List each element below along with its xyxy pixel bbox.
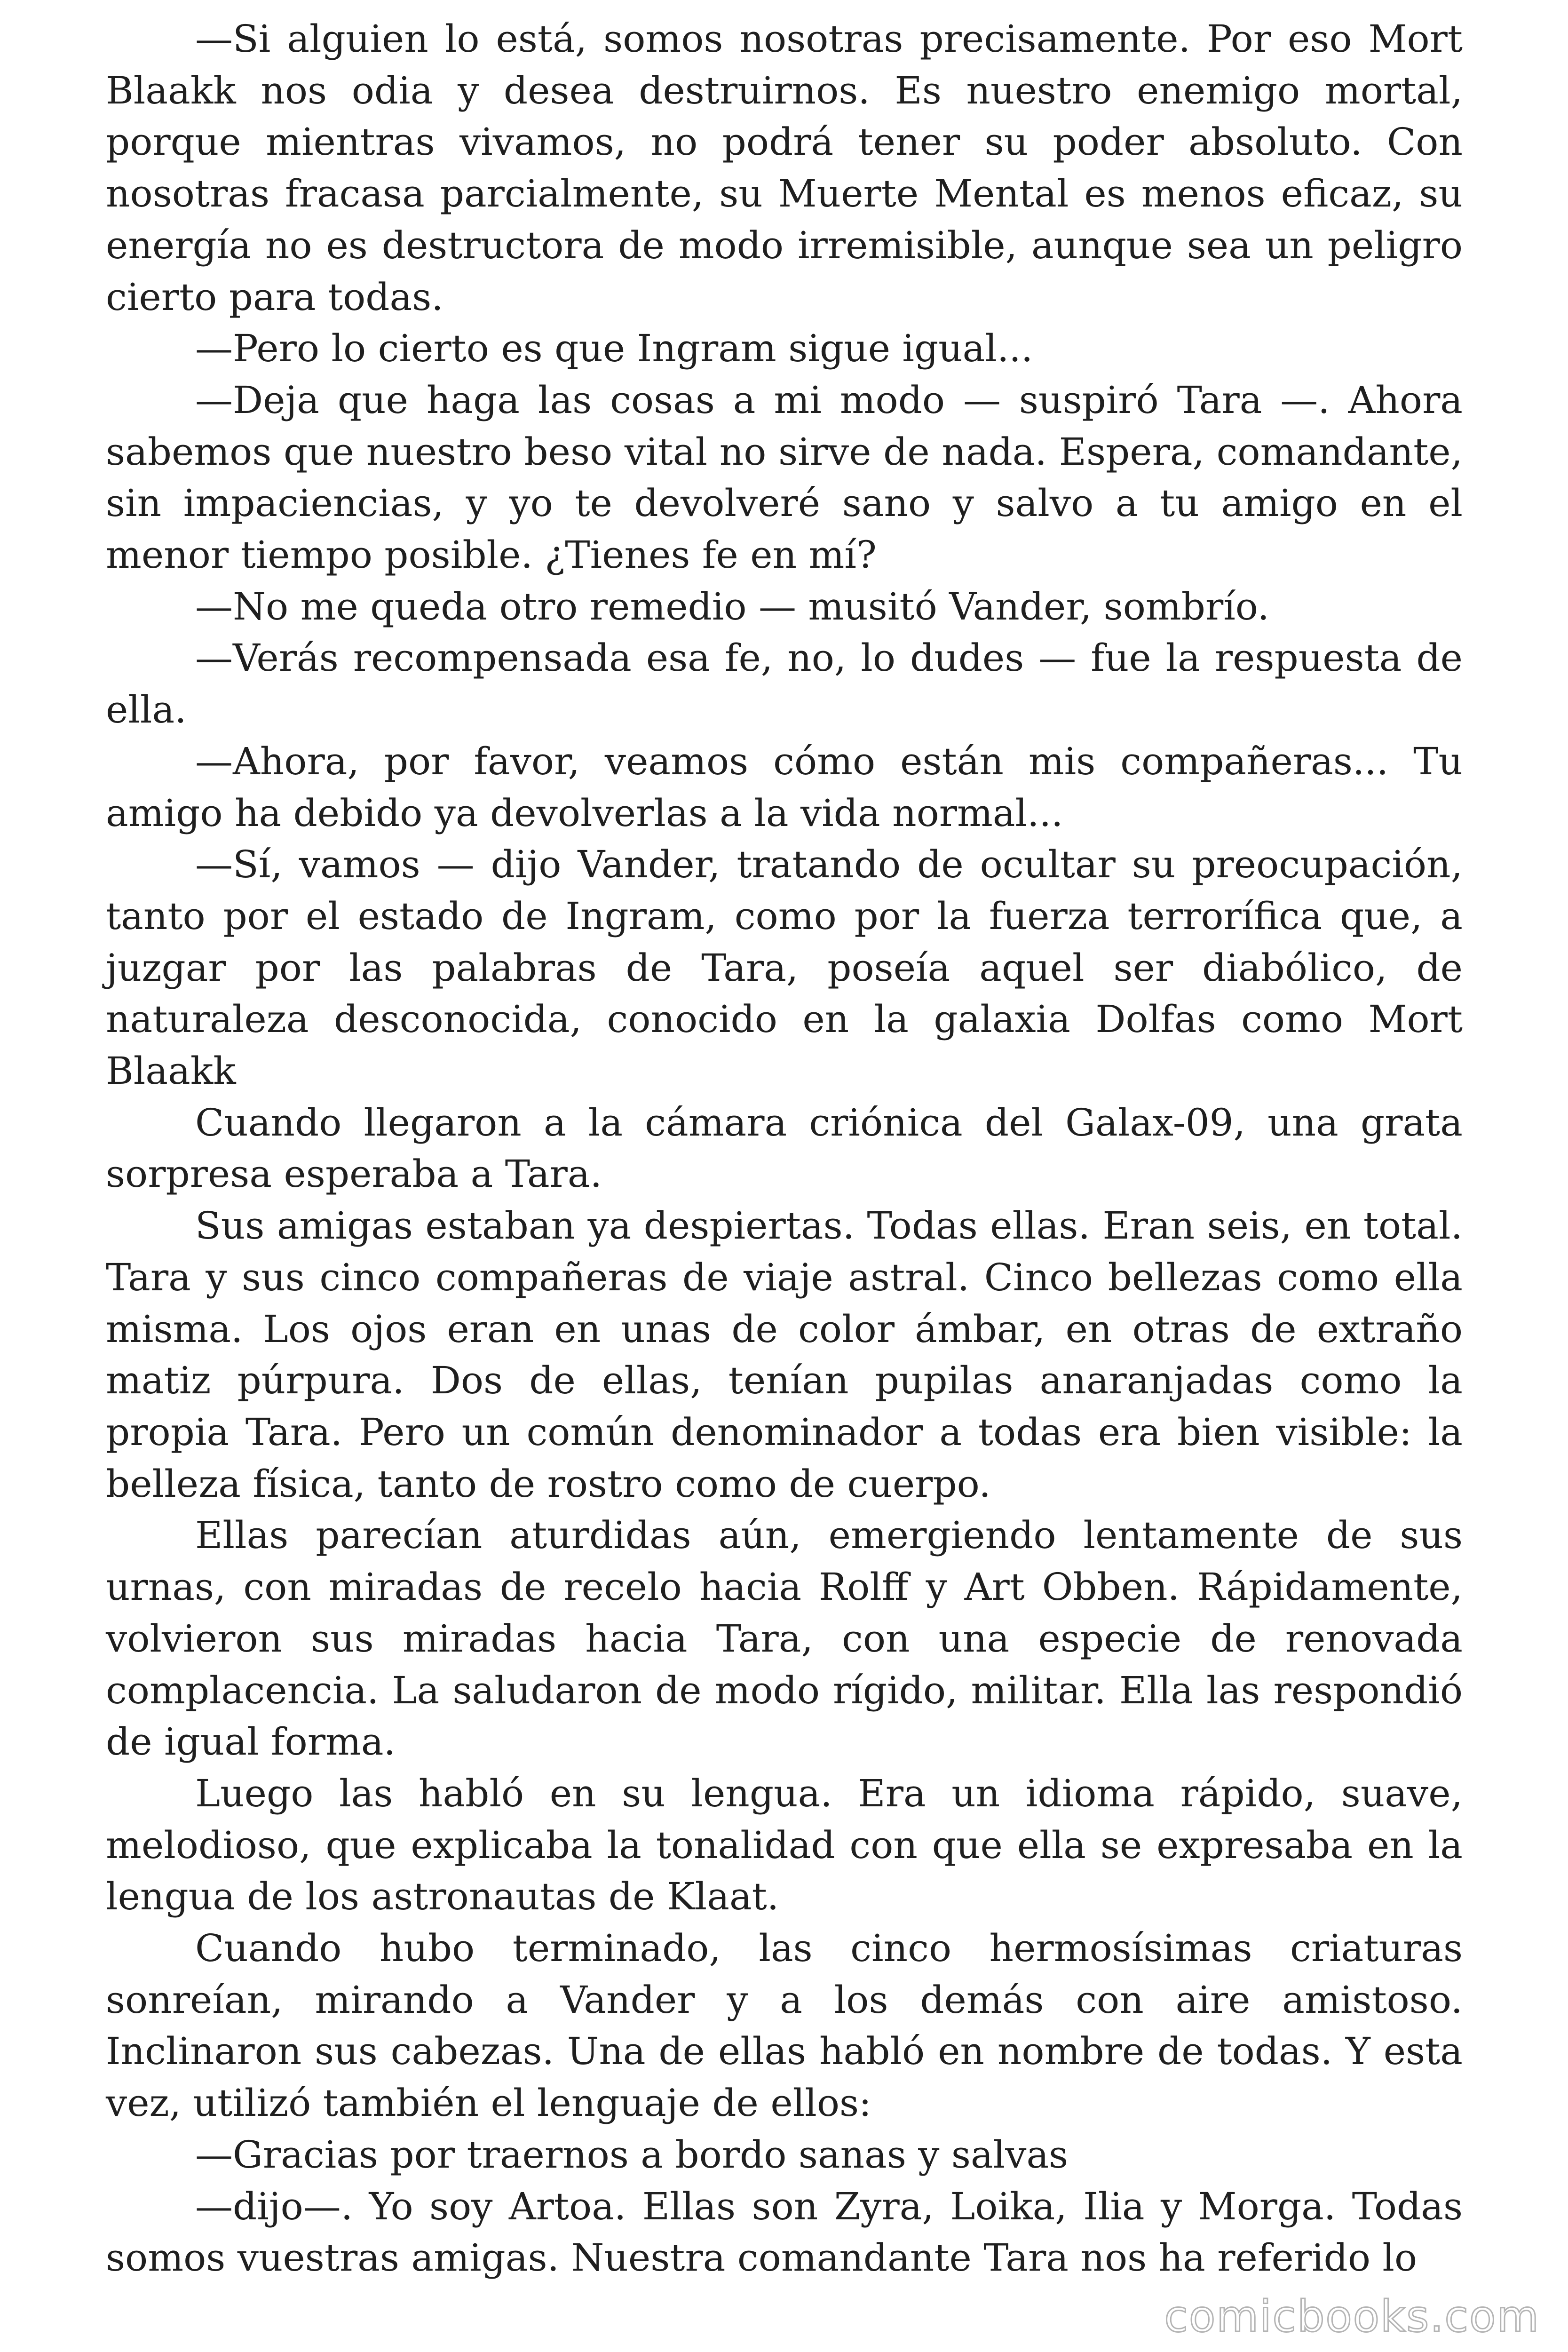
paragraph: —Pero lo cierto es que Ingram sigue igual... bbox=[195, 326, 1033, 371]
paragraph: —Verás recompensada esa fe, no, lo dudes — fue la respuesta de ella. bbox=[106, 636, 1463, 732]
paragraph: —Sí, vamos — dijo Vander, tratando de ocultar su preocupación, tanto por el estado de Ingram, como por la fuerza terrorífica que, a juzgar por las palabras de Tara, poseía aquel ser diabólico, de naturaleza desconocida, conocido en la galaxia Dolfas como Mort Blaakk bbox=[106, 842, 1463, 1093]
paragraph: —Ahora, por favor, veamos cómo están mis compañeras... Tu amigo ha debido ya devolverlas a la vida normal... bbox=[106, 739, 1463, 835]
paragraph: —Si alguien lo está, somos nosotras precisamente. Por eso Mort Blaakk nos odia y desea destruirnos. Es nuestro enemigo mortal, porque mientras vivamos, no podrá tener su poder absoluto. Con nosotras fracasa parcialmente, su Muerte Mental es menos eficaz, su energía no es destructora de modo irremisible, aunque sea un peligro cierto para todas. bbox=[106, 17, 1463, 319]
paragraph: —Deja que haga las cosas a mi modo — suspiró Tara —. Ahora sabemos que nuestro beso vital no sirve de nada. Espera, comandante, sin impaciencias, y yo te devolveré sano y salvo a tu amigo en el menor tiempo posible. ¿Tienes fe en mí? bbox=[106, 378, 1463, 577]
paragraph: Cuando llegaron a la cámara criónica del Galax-09, una grata sorpresa esperaba a Tara. bbox=[106, 1100, 1463, 1196]
paragraph: —dijo—. Yo soy Artoa. Ellas son Zyra, Loika, Ilia y Morga. Todas somos vuestras amigas. Nuestra comandante Tara nos ha referido lo bbox=[106, 2184, 1463, 2280]
paragraph: Luego las habló en su lengua. Era un idioma rápido, suave, melodioso, que explicaba la tonalidad con que ella se expresaba en la lengua de los astronautas de Klaat. bbox=[106, 1771, 1463, 1919]
watermark: comicbooks.com bbox=[1164, 2291, 1540, 2342]
paragraph: Sus amigas estaban ya despiertas. Todas ellas. Eran seis, en total. Tara y sus cinco compañeras de viaje astral. Cinco bellezas como ella misma. Los ojos eran en unas de color ámbar, en otras de extraño matiz púrpura. Dos de ellas, tenían pupilas anaranjadas como la propia Tara. Pero un común denominador a todas era bien visible: la belleza física, tanto de rostro como de cuerpo. bbox=[106, 1204, 1463, 1506]
paragraph: Ellas parecían aturdidas aún, emergiendo lentamente de sus urnas, con miradas de recelo hacia Rolff y Art Obben. Rápidamente, volvieron sus miradas hacia Tara, con una especie de renovada complacencia. La saludaron de modo rígido, militar. Ella las respondió de igual forma. bbox=[106, 1513, 1463, 1764]
paragraph: Cuando hubo terminado, las cinco hermosísimas criaturas sonreían, mirando a Vander y a los demás con aire amistoso. Inclinaron sus cabezas. Una de ellas habló en nombre de todas. Y esta vez, utilizó también el lenguaje de ellos: bbox=[106, 1926, 1463, 2125]
page-text bbox=[106, 13, 1463, 2284]
paragraph: —Gracias por traernos a bordo sanas y salvas bbox=[195, 2132, 1069, 2177]
paragraph: —No me queda otro remedio — musitó Vander, sombrío. bbox=[195, 584, 1269, 628]
